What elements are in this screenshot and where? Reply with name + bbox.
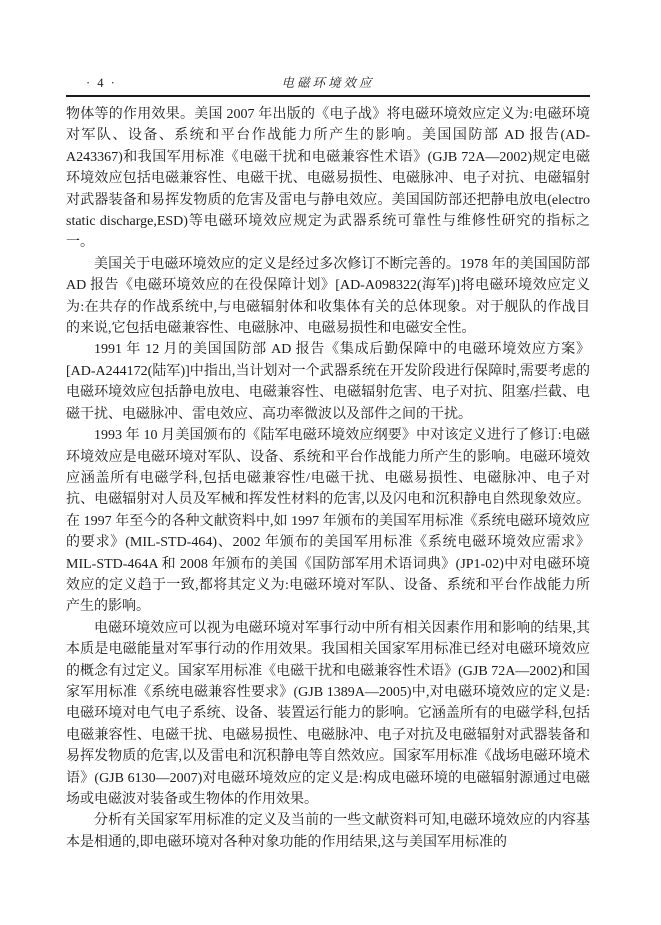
paragraph: 1993 年 10 月美国颁布的《陆军电磁环境效应纲要》中对该定义进行了修订:电磁环境效应是电磁环境对军队、设备、系统和平台作战能力所产生的影响。电磁环境效应涵盖所有电磁学科,包括电磁兼容性/电磁干扰、电磁易损性、电磁脉冲、电子对抗、电磁辐射对人员及军械和挥发性材料的危害,以及闪电和沉积静电自然现象效应。在 1997 年至今的各种文献资料中,如 1997 年颁布的美国军用标准《系统电磁环境效应的要求》(MIL-STD-464)、2002 年颁布的美国军用标准《系统电磁环境效应需求》MIL-STD-464A 和 2008 年颁布的美国《国防部军用术语词典》(JP1-02)中对电磁环境效应的定义趋于一致,都将其定义为:电磁环境对军队、设备、系统和平台作战能力所产生的影响。 bbox=[66, 428, 590, 615]
paragraph: 美国关于电磁环境效应的定义是经过多次修订不断完善的。1978 年的美国国防部 AD 报告《电磁环境效应的在役保障计划》[AD-A098322(海军)]将电磁环境效应定义为:在共存的作战系统中,与电磁辐射体和收集体有关的总体现象。对于舰队的作战目的来说,它包括电磁兼容性、电磁脉冲、电磁易损性和电磁安全性。 bbox=[66, 256, 590, 337]
header-rule bbox=[66, 95, 590, 97]
paragraph: 1991 年 12 月的美国国防部 AD 报告《集成后勤保障中的电磁环境效应方案》[AD-A244172(陆军)]中指出,当计划对一个武器系统在开发阶段进行保障时,需要考虑的电磁环境效应包括静电放电、电磁兼容性、电磁辐射危害、电子对抗、阻塞/拦截、电磁干扰、电磁脉冲、雷电效应、高功率微波以及部件之间的干扰。 bbox=[66, 342, 590, 422]
paragraph: 电磁环境效应可以视为电磁环境对军事行动中所有相关因素作用和影响的结果,其本质是电磁能量对军事行动的作用效果。我国相关国家军用标准已经对电磁环境效应的概念有过定义。国家军用标准《电磁干扰和电磁兼容性术语》(GJB 72A—2002)和国家军用标准《系统电磁兼容性要求》(GJB 1389A—2005)中,对电磁环境效应的定义是:电磁环境对电气电子系统、设备、装置运行能力的影响。它涵盖所有的电磁学科,包括电磁兼容性、电磁干扰、电磁易损性、电磁脉冲、电子对抗及电磁辐射对武器装备和易挥发物质的危害,以及雷电和沉积静电等自然效应。国家军用标准《战场电磁环境术语》(GJB 6130—2007)对电磁环境效应的定义是:构成电磁环境的电磁辐射源通过电磁场或电磁波对装备或生物体的作用效果。 bbox=[66, 620, 590, 807]
page-header bbox=[66, 74, 590, 92]
page-body bbox=[66, 104, 590, 853]
paragraph: 分析有关国家军用标准的定义及当前的一些文献资料可知,电磁环境效应的内容基本是相通的,即电磁环境对各种对象功能的作用结果,这与美国军用标准的 bbox=[66, 813, 590, 850]
paragraph-continuation: 物体等的作用效果。美国 2007 年出版的《电子战》将电磁环境效应定义为:电磁环境对军队、设备、系统和平台作战能力所产生的影响。美国国防部 AD 报告(AD-A243367)和我国军用标准《电磁干扰和电磁兼容性术语》(GJB 72A—2002)规定电磁环境效应包括电磁兼容性、电磁干扰、电磁易损性、电磁脉冲、电子对抗、电磁辐射对武器装备和易挥发物质的危害及雷电与静电效应。美国国防部还把静电放电(electro static discharge,ESD)等电磁环境效应规定为武器系统可靠性与维修性研究的指标之一。 bbox=[66, 107, 590, 251]
running-title: 电磁环境效应 bbox=[281, 76, 375, 90]
page-number: · 4 · bbox=[86, 76, 117, 90]
